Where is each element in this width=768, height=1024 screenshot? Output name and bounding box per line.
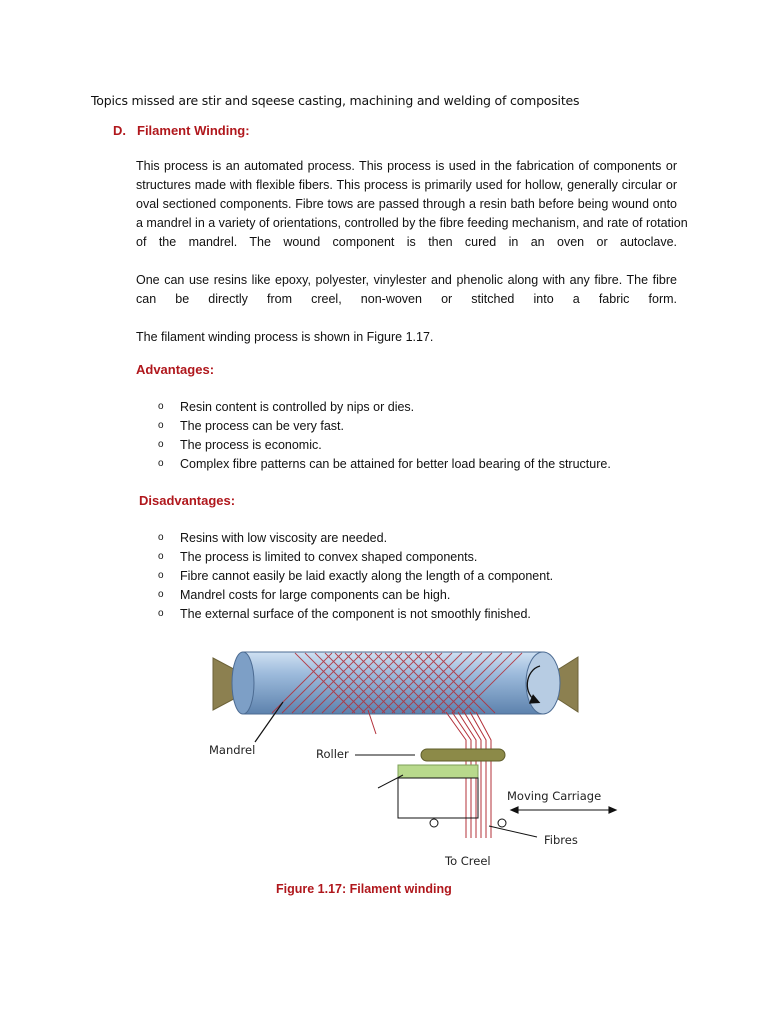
paragraph-figure-reference: The filament winding process is shown in Figure 1.17. [136, 330, 434, 344]
paragraph-process-description [136, 157, 688, 252]
label-roller: Roller [316, 747, 349, 761]
section-number: D. [113, 123, 126, 138]
list-item-text: Fibre cannot easily be laid exactly along the length of a component. [180, 569, 554, 583]
list-item-text: Resins with low viscosity are needed. [180, 531, 388, 545]
paragraph-line: This process is an automated process. This process is used in the fabrication of components or [136, 159, 677, 173]
list-item [136, 529, 553, 548]
bullet-marker: o [158, 589, 164, 600]
list-item-text: Complex fibre patterns can be attained for better load bearing of the structure. [180, 457, 611, 471]
bullet-marker: o [158, 458, 164, 469]
list-item [136, 417, 611, 436]
carriage-wheel [498, 819, 506, 827]
list-item [136, 436, 611, 455]
guide-pointer [378, 775, 403, 788]
carriage-wheel [430, 819, 438, 827]
list-item-text: The process is economic. [180, 438, 322, 452]
bullet-marker: o [158, 608, 164, 619]
bullet-marker: o [158, 401, 164, 412]
paragraph-line: can be directly from creel, non-woven or stitched into a fabric form. [136, 292, 677, 306]
list-item [136, 567, 553, 586]
paragraph-line: a mandrel in a variety of orientations, controlled by the fibre feeding mechanism, and rate of rotation [136, 216, 688, 230]
disadvantages-list [136, 529, 553, 624]
roller [421, 749, 505, 761]
bullet-marker: o [158, 420, 164, 431]
label-fibres: Fibres [544, 833, 578, 847]
disadvantages-heading: Disadvantages: [139, 493, 236, 508]
topics-missed-note: Topics missed are stir and sqeese casting, machining and welding of composites [91, 93, 580, 108]
label-moving-carriage: Moving Carriage [507, 789, 602, 803]
paragraph-line: structures made with flexible fibers. This process is primarily used for hollow, generally circular or [136, 178, 677, 192]
resin-guide [398, 765, 478, 778]
paragraph-resins [136, 271, 677, 309]
list-item [136, 455, 611, 474]
list-item [136, 398, 611, 417]
bullet-marker: o [158, 439, 164, 450]
label-mandrel: Mandrel [209, 743, 256, 757]
list-item-text: The process can be very fast. [180, 419, 344, 433]
advantages-heading: Advantages: [136, 362, 215, 377]
figure-caption: Figure 1.17: Filament winding [276, 882, 452, 896]
list-item [136, 605, 553, 624]
section-title: Filament Winding: [137, 123, 250, 138]
list-item [136, 548, 553, 567]
list-item-text: The process is limited to convex shaped components. [180, 550, 478, 564]
carriage-direction-arrow-icon [511, 807, 616, 813]
list-item-text: The external surface of the component is not smoothly finished. [180, 607, 531, 621]
list-item-text: Resin content is controlled by nips or dies. [180, 400, 415, 414]
section-heading [113, 123, 250, 138]
paragraph-line: oval sectioned components. Fibre tows are passed through a resin bath before being wound onto [136, 197, 677, 211]
bullet-marker: o [158, 532, 164, 543]
bullet-marker: o [158, 551, 164, 562]
list-item [136, 586, 553, 605]
list-item-text: Mandrel costs for large components can be high. [180, 588, 451, 602]
label-to-creel: To Creel [445, 854, 491, 868]
paragraph-line: One can use resins like epoxy, polyester, vinylester and phenolic along with any fibre. The fibre [136, 273, 677, 287]
bullet-marker: o [158, 570, 164, 581]
paragraph-line: of the mandrel. The wound component is then cured in an oven or autoclave. [136, 235, 677, 249]
fibres-pointer [489, 826, 537, 837]
advantages-list [136, 398, 611, 474]
